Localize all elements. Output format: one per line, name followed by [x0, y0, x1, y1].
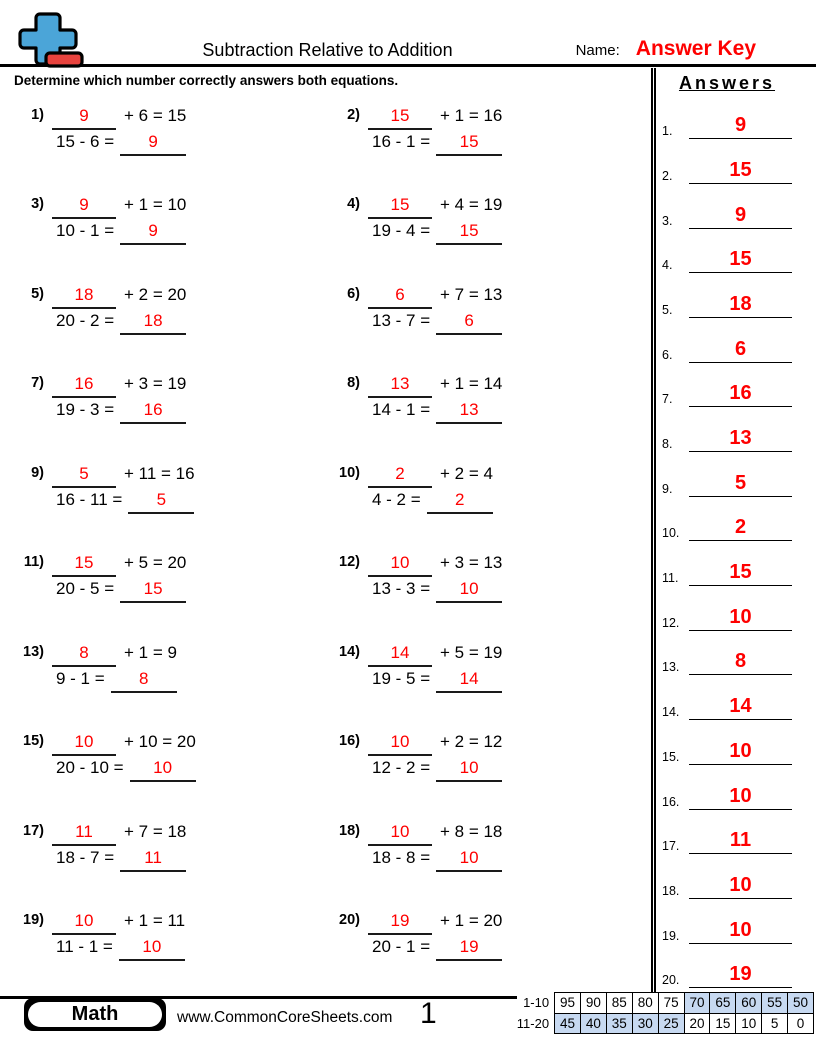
grade-cell: 50 [788, 993, 814, 1014]
addition-rest: + 11 = 16 [124, 463, 195, 483]
answer-value: 15 [689, 249, 792, 273]
instructions: Determine which number correctly answers both equations. [14, 72, 399, 88]
problem-number: 6) [347, 285, 360, 302]
subtraction-blank-answer: 11 [120, 847, 186, 872]
problem-body [368, 284, 502, 374]
subtraction-blank-answer: 10 [119, 936, 185, 961]
answer-number: 12. [662, 615, 680, 630]
grade-cell: 5 [762, 1013, 788, 1034]
grade-cell: 25 [658, 1013, 684, 1034]
answer-row [662, 318, 792, 363]
addition-rest: + 1 = 9 [124, 642, 177, 662]
problem [324, 552, 644, 642]
subtraction-equation [56, 847, 186, 872]
problems-grid [8, 105, 651, 1000]
problem-number: 18) [339, 822, 360, 839]
addition-equation [368, 821, 502, 846]
addition-rest: + 3 = 19 [124, 374, 187, 393]
problem-number: 5) [31, 285, 44, 302]
answers-panel [651, 68, 816, 997]
addition-equation [368, 642, 502, 667]
subtraction-blank-answer: 14 [436, 668, 502, 693]
subtraction-equation [372, 399, 502, 424]
name-label: Name: [575, 42, 620, 59]
problem [324, 194, 644, 284]
subtraction-equation [372, 310, 502, 335]
problem [324, 373, 644, 463]
subtraction-prompt: 16 - 11 = [56, 489, 123, 509]
subtraction-prompt: 10 - 1 = [56, 221, 115, 240]
problem-number: 12) [339, 554, 360, 570]
addition-equation [368, 105, 502, 130]
addition-rest: + 1 = 20 [440, 911, 503, 930]
addition-equation [52, 194, 186, 219]
answer-value: 9 [689, 115, 792, 139]
addition-blank-answer: 9 [52, 194, 116, 219]
addition-equation [52, 642, 177, 667]
problem-body [52, 373, 186, 463]
problem-body [52, 821, 186, 911]
addition-rest: + 1 = 11 [124, 911, 186, 930]
problem [8, 194, 324, 284]
addition-blank-answer: 10 [368, 731, 432, 756]
answers-title: Answers [678, 72, 776, 93]
problem-body [368, 642, 502, 732]
addition-blank-answer: 9 [52, 105, 116, 130]
answers-list [662, 95, 792, 989]
addition-rest: + 2 = 20 [124, 284, 187, 304]
addition-blank-answer: 10 [368, 821, 432, 846]
subtraction-blank-answer: 15 [120, 578, 186, 603]
addition-blank-answer: 15 [368, 105, 432, 130]
addition-equation [368, 463, 493, 488]
name-row [576, 37, 756, 61]
problem [324, 284, 644, 374]
subtraction-blank-answer: 15 [436, 220, 502, 245]
subtraction-equation [56, 489, 195, 514]
subtraction-prompt: 9 - 1 = [56, 668, 105, 688]
subtraction-blank-answer: 10 [436, 578, 502, 603]
answer-number: 6. [662, 347, 673, 362]
subtraction-equation [56, 668, 177, 693]
problem-body [52, 910, 185, 1000]
answer-row [662, 810, 792, 855]
problem [8, 463, 324, 553]
problem-body [368, 194, 502, 284]
grade-table-row [517, 1013, 814, 1034]
subtraction-equation [372, 131, 502, 156]
grade-cell: 15 [710, 1013, 736, 1034]
answer-number: 14. [662, 705, 680, 720]
answer-value: 8 [689, 651, 792, 675]
answer-number: 4. [662, 258, 673, 273]
answer-row [662, 497, 792, 542]
subtraction-blank-answer: 16 [120, 399, 186, 424]
addition-equation [52, 910, 185, 935]
answer-value: 19 [689, 964, 792, 988]
addition-equation [52, 284, 186, 309]
answer-number: 1. [662, 124, 673, 139]
subtraction-blank-answer: 9 [120, 220, 186, 245]
answer-row [662, 363, 792, 408]
problem-body [368, 910, 502, 1000]
problem [324, 821, 644, 911]
subtraction-blank-answer: 10 [130, 757, 196, 782]
name-value: Answer Key [635, 37, 756, 60]
answer-value: 14 [689, 696, 792, 720]
addition-blank-answer: 10 [52, 731, 116, 756]
answer-number: 10. [662, 526, 680, 541]
answer-value: 16 [689, 383, 792, 407]
addition-rest: + 7 = 18 [124, 821, 187, 841]
problem-body [368, 373, 502, 463]
addition-blank-answer: 10 [368, 552, 432, 577]
problem-number: 11) [23, 554, 44, 570]
problem-number: 10) [339, 464, 360, 481]
subject-badge [24, 998, 166, 1031]
addition-rest: + 10 = 20 [124, 732, 196, 751]
problem-number: 14) [339, 643, 360, 660]
problem [8, 373, 324, 463]
answer-number: 17. [662, 839, 680, 854]
answer-value: 10 [689, 786, 792, 810]
addition-blank-answer: 14 [368, 642, 432, 667]
addition-rest: + 1 = 10 [124, 195, 187, 214]
answer-value: 18 [689, 294, 792, 318]
grade-cell: 10 [736, 1013, 762, 1034]
subtraction-blank-answer: 8 [111, 668, 177, 693]
addition-rest: + 4 = 19 [440, 195, 503, 214]
addition-blank-answer: 13 [368, 373, 432, 398]
addition-blank-answer: 6 [368, 284, 432, 309]
problem-number: 13) [23, 643, 44, 660]
answer-row [662, 675, 792, 720]
addition-rest: + 3 = 13 [440, 553, 503, 572]
subtraction-prompt: 20 - 2 = [56, 310, 115, 330]
answer-value: 10 [689, 607, 792, 631]
subtraction-prompt: 18 - 8 = [372, 847, 431, 867]
addition-equation [368, 552, 502, 577]
problem-body [368, 105, 502, 195]
subtraction-equation [56, 131, 186, 156]
addition-equation [368, 373, 502, 398]
subtraction-equation [56, 310, 186, 335]
subtraction-prompt: 13 - 7 = [372, 310, 431, 330]
problem-body [368, 731, 502, 821]
grade-table-body [517, 993, 814, 1034]
grade-cell: 40 [580, 1013, 606, 1034]
subtraction-prompt: 13 - 3 = [372, 579, 431, 598]
main-area [0, 68, 816, 997]
answer-row [662, 452, 792, 497]
subtraction-prompt: 4 - 2 = [372, 489, 421, 509]
problem-number: 1) [31, 106, 44, 123]
subtraction-blank-answer: 18 [120, 310, 186, 335]
addition-equation [52, 731, 196, 756]
grade-cell: 85 [606, 993, 632, 1014]
grade-table [517, 992, 814, 1034]
problem-body [52, 105, 186, 195]
addition-blank-answer: 11 [52, 821, 116, 846]
addition-blank-answer: 10 [52, 910, 116, 935]
grade-cell: 30 [632, 1013, 658, 1034]
answer-row [662, 631, 792, 676]
answer-value: 15 [689, 160, 792, 184]
answer-value: 10 [689, 875, 792, 899]
answer-value: 10 [689, 920, 792, 944]
answer-row [662, 407, 792, 452]
addition-equation [52, 105, 186, 130]
addition-rest: + 2 = 4 [440, 463, 493, 483]
answer-number: 20. [662, 973, 680, 988]
problem-body [52, 194, 186, 284]
subtraction-equation [372, 668, 502, 693]
answer-value: 15 [689, 562, 792, 586]
subtraction-equation [372, 757, 502, 782]
grade-cell: 20 [684, 1013, 710, 1034]
subtraction-prompt: 19 - 5 = [372, 668, 431, 688]
subtraction-blank-answer: 19 [436, 936, 502, 961]
answer-number: 5. [662, 302, 673, 317]
answer-value: 5 [689, 473, 792, 497]
answer-row [662, 944, 792, 989]
addition-equation [368, 194, 502, 219]
answer-value: 11 [689, 830, 792, 854]
footer [0, 996, 816, 1056]
addition-rest: + 5 = 19 [440, 642, 503, 662]
subtraction-prompt: 14 - 1 = [372, 400, 431, 419]
subject-label: Math [28, 1002, 162, 1027]
answer-value: 9 [689, 205, 792, 229]
addition-equation [368, 284, 502, 309]
grade-row-label: 1-10 [523, 995, 550, 1011]
problem-number: 9) [31, 464, 44, 481]
answer-row [662, 139, 792, 184]
addition-blank-answer: 8 [52, 642, 116, 667]
problem-number: 7) [31, 375, 44, 391]
subtraction-prompt: 19 - 3 = [56, 400, 115, 419]
subtraction-blank-answer: 6 [436, 310, 502, 335]
problem-number: 16) [339, 733, 360, 749]
subtraction-blank-answer: 5 [128, 489, 194, 514]
problem-number: 3) [31, 196, 44, 212]
grade-cell: 80 [632, 993, 658, 1014]
page-number: 1 [420, 997, 437, 1030]
subtraction-equation [372, 936, 502, 961]
header [0, 0, 816, 67]
subtraction-equation [56, 757, 196, 782]
answer-row [662, 541, 792, 586]
grade-cell: 75 [658, 993, 684, 1014]
addition-rest: + 1 = 14 [440, 374, 503, 393]
problem-number: 2) [347, 106, 360, 123]
addition-blank-answer: 18 [52, 284, 116, 309]
subtraction-prompt: 20 - 10 = [56, 758, 124, 777]
grade-cell: 35 [606, 1013, 632, 1034]
subtraction-prompt: 18 - 7 = [56, 847, 115, 867]
grade-row-label: 11-20 [516, 1015, 550, 1031]
answer-value: 2 [689, 517, 792, 541]
subtraction-blank-answer: 10 [436, 847, 502, 872]
answer-row [662, 229, 792, 274]
subtraction-equation [372, 847, 502, 872]
subtraction-blank-answer: 13 [436, 399, 502, 424]
answer-row [662, 586, 792, 631]
addition-rest: + 2 = 12 [440, 732, 503, 751]
problem [324, 463, 644, 553]
answer-number: 7. [662, 392, 673, 407]
grade-cell: 0 [788, 1013, 814, 1034]
problem [8, 284, 324, 374]
problem-body [368, 552, 502, 642]
answer-number: 18. [662, 883, 680, 898]
problem-body [52, 731, 196, 821]
problem-body [368, 821, 502, 911]
problem [8, 552, 324, 642]
answer-number: 2. [662, 168, 673, 183]
addition-blank-answer: 19 [368, 910, 432, 935]
subtraction-equation [372, 489, 493, 514]
problem [8, 105, 324, 195]
problem-body [52, 284, 186, 374]
grade-cell: 55 [762, 993, 788, 1014]
answer-row [662, 95, 792, 140]
grade-cell: 45 [555, 1013, 581, 1034]
grade-cell: 60 [736, 993, 762, 1014]
subtraction-equation [56, 220, 186, 245]
problem [324, 105, 644, 195]
subtraction-prompt: 16 - 1 = [372, 131, 431, 151]
subtraction-equation [372, 220, 502, 245]
subtraction-blank-answer: 10 [436, 757, 502, 782]
grade-cell: 90 [580, 993, 606, 1014]
answer-number: 15. [662, 749, 680, 764]
answer-value: 10 [689, 741, 792, 765]
problem [324, 642, 644, 732]
subtraction-blank-answer: 2 [427, 489, 493, 514]
problem [324, 731, 644, 821]
problem [8, 821, 324, 911]
answer-row [662, 854, 792, 899]
problem [324, 910, 644, 1000]
answer-row [662, 720, 792, 765]
worksheet-title: Subtraction Relative to Addition [202, 40, 453, 60]
grade-table-row [517, 993, 814, 1014]
subtraction-equation [372, 578, 502, 603]
answer-row [662, 273, 792, 318]
problem-body [52, 642, 177, 732]
grade-cell: 70 [684, 993, 710, 1014]
answer-number: 8. [662, 437, 673, 451]
problems-area [0, 68, 651, 997]
addition-blank-answer: 16 [52, 373, 116, 398]
answer-number: 3. [662, 213, 673, 228]
answer-number: 16. [662, 794, 680, 809]
addition-equation [52, 552, 186, 577]
addition-equation [52, 373, 186, 398]
problem-number: 4) [347, 196, 360, 212]
problem [8, 642, 324, 732]
answer-number: 13. [662, 660, 680, 675]
answer-value: 13 [689, 428, 792, 452]
subtraction-prompt: 19 - 4 = [372, 221, 431, 240]
subtraction-equation [56, 399, 186, 424]
subtraction-prompt: 12 - 2 = [372, 758, 431, 777]
website-text: www.CommonCoreSheets.com [177, 1009, 393, 1026]
answer-number: 19. [662, 928, 680, 943]
problem-number: 20) [339, 912, 360, 928]
subtraction-prompt: 20 - 5 = [56, 579, 115, 598]
subtraction-equation [56, 578, 186, 603]
addition-blank-answer: 5 [52, 463, 116, 488]
addition-rest: + 1 = 16 [440, 105, 503, 125]
problem-number: 19) [23, 912, 44, 928]
subtraction-prompt: 11 - 1 = [56, 937, 113, 956]
answer-value: 6 [689, 339, 792, 363]
answer-row [662, 184, 792, 229]
problem-number: 8) [347, 375, 360, 391]
problem-body [368, 463, 493, 553]
addition-blank-answer: 15 [368, 194, 432, 219]
addition-rest: + 6 = 15 [124, 105, 187, 125]
grade-cell: 65 [710, 993, 736, 1014]
addition-blank-answer: 15 [52, 552, 116, 577]
problem [8, 731, 324, 821]
addition-equation [368, 910, 502, 935]
answer-number: 9. [662, 481, 673, 496]
addition-equation [52, 463, 195, 488]
subtraction-equation [56, 936, 185, 961]
subtraction-blank-answer: 9 [120, 131, 186, 156]
addition-rest: + 8 = 18 [440, 821, 503, 841]
problem-number: 15) [23, 733, 44, 749]
problem-number: 17) [23, 822, 44, 839]
addition-rest: + 7 = 13 [440, 284, 503, 304]
subtraction-blank-answer: 15 [436, 131, 502, 156]
addition-equation [368, 731, 502, 756]
addition-equation [52, 821, 186, 846]
subtraction-prompt: 20 - 1 = [372, 937, 431, 956]
answer-row [662, 765, 792, 810]
subtraction-prompt: 15 - 6 = [56, 131, 115, 151]
addition-rest: + 5 = 20 [124, 553, 187, 572]
grade-cell: 95 [555, 993, 581, 1014]
problem-body [52, 463, 195, 553]
problem-body [52, 552, 186, 642]
answer-number: 11. [662, 571, 679, 586]
addition-blank-answer: 2 [368, 463, 432, 488]
problem [8, 910, 324, 1000]
answer-row [662, 899, 792, 944]
